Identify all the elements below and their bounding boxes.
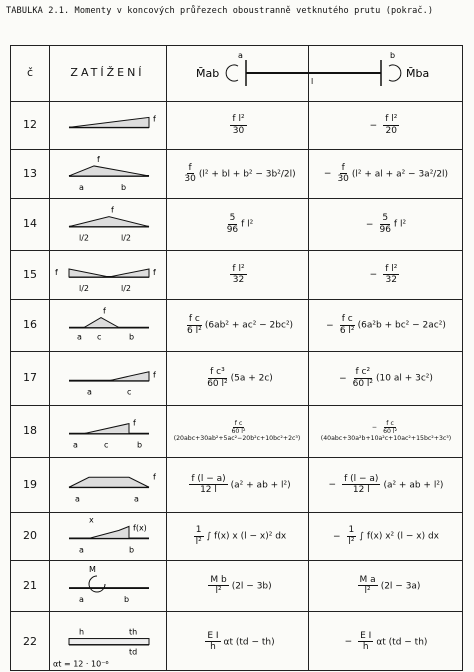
row-number: 16 xyxy=(23,318,37,331)
row-number: 20 xyxy=(23,529,37,542)
mba-denominator: 12 l xyxy=(352,485,370,495)
diagram-label: a xyxy=(73,440,78,450)
table-row xyxy=(11,405,462,457)
load-shape xyxy=(69,269,149,277)
mab-expression: (a² + ab + l²) xyxy=(230,480,291,490)
row-divider xyxy=(11,351,462,352)
mba-numerator: f c xyxy=(386,419,394,427)
mba-fraction xyxy=(358,575,378,597)
mab-denominator: 60 l² xyxy=(207,378,228,389)
mab-expression: (l² + bl + b² − 3b²/2l) xyxy=(198,169,296,179)
mab-cell xyxy=(168,512,306,560)
mba-expression: (a² + ab + l²) xyxy=(383,480,444,490)
column-number-header: č xyxy=(26,66,34,79)
mba-fraction xyxy=(383,420,397,435)
load-diagram xyxy=(49,560,166,611)
load-shape xyxy=(84,424,129,434)
table-row xyxy=(11,512,462,560)
row-number: 14 xyxy=(23,217,37,230)
mba-formula xyxy=(339,367,433,389)
mab-expression: (5a + 2c) xyxy=(230,373,273,384)
load-diagram xyxy=(49,101,166,149)
mab-fraction xyxy=(194,525,204,547)
row-number: 15 xyxy=(23,267,37,281)
load-shape xyxy=(69,166,149,176)
mba-sign: − xyxy=(326,320,334,331)
mab-formula xyxy=(178,163,295,185)
mba-denominator: 60 l² xyxy=(352,378,374,389)
load-shape xyxy=(84,318,119,328)
beam-length-label: l xyxy=(311,77,314,86)
load-shape xyxy=(69,217,149,227)
mab-fraction xyxy=(184,163,195,185)
mba-sign: − xyxy=(371,424,378,432)
mab-expression: (2l − 3b) xyxy=(231,581,272,591)
mab-denominator: l² xyxy=(195,536,202,547)
beam-header xyxy=(166,46,464,101)
mab-formula xyxy=(224,114,249,136)
mab-formula xyxy=(168,420,306,442)
load-shape xyxy=(89,526,129,538)
mab-denominator: 6 l² xyxy=(187,325,202,336)
mab-fraction xyxy=(189,474,227,496)
mba-cell xyxy=(310,457,462,512)
mab-fraction xyxy=(227,213,238,235)
mab-cell xyxy=(168,149,306,198)
mba-cell xyxy=(310,405,462,457)
beam-b-label: b xyxy=(390,51,396,60)
row-divider xyxy=(11,512,462,513)
mba-numerator: M a xyxy=(359,574,376,585)
mab-denominator: 60 l² xyxy=(231,427,246,435)
mab-cell xyxy=(168,351,306,405)
mba-numerator: f c xyxy=(341,314,353,325)
mba-denominator: h xyxy=(362,642,369,652)
diagram-label: f xyxy=(103,306,106,316)
mab-numerator: f xyxy=(188,162,192,173)
load-shape xyxy=(109,372,149,381)
mba-numerator: 1 xyxy=(348,525,355,536)
mba-numerator: E I xyxy=(360,630,372,641)
mab-cell xyxy=(168,198,306,250)
mab-fraction xyxy=(205,631,220,653)
diagram-label: l/2 xyxy=(79,233,90,243)
diagram-label: b xyxy=(129,332,135,342)
row-divider xyxy=(11,560,462,561)
mba-sign: − xyxy=(369,270,378,280)
mba-expression: (6a²b + bc² − 2ac²) xyxy=(357,320,446,331)
header-row xyxy=(11,46,462,101)
row-number: 19 xyxy=(23,477,37,491)
mba-formula xyxy=(333,525,439,547)
mba-sign: − xyxy=(369,120,378,131)
row-number: 22 xyxy=(23,634,37,648)
diagram-label: f(x) xyxy=(133,523,147,533)
mba-fraction xyxy=(358,631,373,653)
mba-cell xyxy=(310,299,462,351)
mab-cell xyxy=(168,457,306,512)
diagram-label: b xyxy=(137,440,143,450)
mba-numerator: f (l − a) xyxy=(344,473,379,484)
mba-formula xyxy=(324,163,448,185)
mab-expression: f l² xyxy=(241,219,254,230)
diagram-label: l/2 xyxy=(121,283,132,293)
diagram-label: f xyxy=(111,205,114,215)
diagram-label: b xyxy=(124,595,130,605)
mba-denominator: 60 l² xyxy=(383,427,398,435)
mab-denominator: l² xyxy=(215,586,222,596)
mab-fraction xyxy=(207,367,227,389)
diagram-label: f xyxy=(153,267,156,277)
row-number: 12 xyxy=(23,118,37,131)
diagram-label: f xyxy=(153,472,156,482)
row-number: 13 xyxy=(23,166,37,180)
mab-denominator: 30 xyxy=(232,125,245,136)
mab-cell xyxy=(168,405,306,457)
mba-expression: αt (td − th) xyxy=(376,637,428,647)
diagram-label: αt = 12 · 10⁻⁶ xyxy=(53,659,109,669)
mba-expression: (10 al + 3c²) xyxy=(376,373,433,384)
moment-arrow xyxy=(89,576,105,592)
load-diagram xyxy=(49,299,166,351)
row-divider xyxy=(11,299,462,300)
beam-a-label: a xyxy=(238,51,243,60)
table-row xyxy=(11,351,462,405)
mba-cell xyxy=(310,611,462,672)
mba-fraction xyxy=(353,367,373,389)
mab-cell xyxy=(168,560,306,611)
mab-denominator: 12 l xyxy=(200,485,217,495)
diagram-label: a xyxy=(79,182,84,192)
mba-fraction xyxy=(340,314,355,336)
table-caption: TABULKA 2.1. Momenty v koncových průřezech oboustranně vetknutého prutu (pokrač.) xyxy=(6,6,434,16)
load-diagram xyxy=(49,611,166,672)
mba-sign: − xyxy=(365,219,374,230)
diagram-label: b xyxy=(121,182,127,192)
mab-numerator: f l² xyxy=(232,114,245,125)
diagram-label: M xyxy=(89,565,96,575)
mba-cell xyxy=(310,250,462,299)
row-number: 17 xyxy=(23,371,37,384)
diagram-label: c xyxy=(97,332,102,342)
mba-expression: (2l − 3a) xyxy=(380,581,421,591)
mab-numerator: f (l − a) xyxy=(191,473,226,484)
diagram-label: f xyxy=(153,114,156,124)
load-shape xyxy=(69,117,149,127)
mab-formula xyxy=(188,525,286,547)
diagram-label: f xyxy=(55,267,58,277)
row-divider xyxy=(11,250,462,251)
mba-sign: − xyxy=(344,637,353,647)
mab-header: M̄ab xyxy=(196,67,220,80)
mba-cell xyxy=(310,149,462,198)
mab-fraction xyxy=(230,114,246,136)
mba-formula xyxy=(370,264,403,286)
mab-formula xyxy=(199,631,274,653)
mab-formula xyxy=(181,314,293,336)
mab-numerator: E I xyxy=(207,630,219,641)
load-diagram xyxy=(49,250,166,299)
mab-fraction xyxy=(187,314,202,336)
table-row xyxy=(11,457,462,512)
moment-table xyxy=(10,45,463,671)
row-number: 18 xyxy=(23,424,37,437)
mab-formula xyxy=(201,367,273,389)
diagram-label: l/2 xyxy=(79,283,90,293)
diagram-label: f xyxy=(153,370,156,380)
mab-formula xyxy=(202,575,271,597)
mab-formula xyxy=(221,213,254,235)
mba-denominator: 6 l² xyxy=(339,325,355,336)
mba-fraction xyxy=(383,264,399,286)
mba-sign: − xyxy=(323,169,332,179)
mab-expression: (6ab² + ac² − 2bc²) xyxy=(204,320,294,331)
row-divider xyxy=(11,457,462,458)
diagram-label: c xyxy=(104,440,109,450)
mba-fraction xyxy=(347,525,357,547)
mba-numerator: f l² xyxy=(385,263,398,274)
mab-numerator: 5 xyxy=(229,213,236,224)
row-divider xyxy=(11,149,462,150)
table-row xyxy=(11,149,462,198)
mba-formula xyxy=(366,213,406,235)
mab-denominator: h xyxy=(210,642,216,652)
mab-fraction xyxy=(208,575,228,597)
mba-denominator: 96 xyxy=(379,224,391,235)
table-row xyxy=(11,198,462,250)
load-shape xyxy=(69,477,149,487)
diagram-label: c xyxy=(127,387,132,397)
mba-expression: (l² + al + a² − 3a²/2l) xyxy=(351,169,449,179)
mba-numerator: f l² xyxy=(385,114,398,125)
load-diagram xyxy=(49,351,166,405)
diagram-label: a xyxy=(79,595,84,605)
mab-fraction xyxy=(231,420,245,435)
mba-fraction xyxy=(379,213,390,235)
mba-denominator: l² xyxy=(364,586,371,596)
mab-denominator: 32 xyxy=(232,275,245,285)
diagram-label: a xyxy=(79,545,84,555)
column-load-header: ZATÍŽENÍ xyxy=(70,66,145,80)
mab-numerator: f c³ xyxy=(210,367,225,378)
mba-sign: − xyxy=(332,531,341,542)
mba-denominator: l² xyxy=(348,536,355,547)
diagram-label: a xyxy=(134,494,139,504)
load-diagram xyxy=(49,149,166,198)
mba-fraction xyxy=(337,163,348,185)
diagram-label: f xyxy=(97,154,100,164)
mba-sign: − xyxy=(339,373,347,384)
diagram-label: l/2 xyxy=(121,233,132,243)
diagram-label: x xyxy=(89,515,94,525)
row-divider xyxy=(11,198,462,199)
mab-numerator: M b xyxy=(210,574,227,585)
mba-fraction xyxy=(342,474,380,496)
diagram-label: th xyxy=(129,627,138,637)
mba-expression: (40abc+30a²b+10a²c+10ac²+15bc²+3c³) xyxy=(320,435,452,443)
diagram-label: a xyxy=(77,332,82,342)
mba-cell xyxy=(310,198,462,250)
mba-cell xyxy=(310,101,462,149)
mab-numerator: f c xyxy=(188,314,200,325)
mba-formula xyxy=(310,420,462,442)
mab-formula xyxy=(224,264,249,286)
table-row xyxy=(11,299,462,351)
mab-numerator: f c xyxy=(234,419,243,427)
mba-formula xyxy=(370,114,403,136)
load-diagram xyxy=(49,405,166,457)
mba-numerator: f xyxy=(341,162,345,173)
mba-sign: − xyxy=(328,480,337,490)
table-row xyxy=(11,250,462,299)
row-divider xyxy=(11,611,462,612)
table-row xyxy=(11,560,462,611)
mba-formula xyxy=(329,474,444,496)
mab-cell xyxy=(168,250,306,299)
mab-cell xyxy=(168,299,306,351)
mab-expression: (20abc+30ab²+5ac²−20b²c+10bc²+2c³) xyxy=(173,435,301,443)
mab-expression: ∫ f(x) x (l − x)² dx xyxy=(206,531,287,542)
row-divider xyxy=(11,405,462,406)
row-number: 21 xyxy=(23,578,37,592)
fixed-beam-diagram xyxy=(166,46,464,101)
mba-denominator: 32 xyxy=(385,275,397,285)
mba-denominator: 20 xyxy=(385,125,397,136)
mab-cell xyxy=(168,101,306,149)
mab-expression: αt (td − th) xyxy=(223,637,275,647)
mba-numerator: 5 xyxy=(382,213,389,224)
mab-denominator: 96 xyxy=(226,224,239,235)
mba-fraction xyxy=(383,114,399,136)
diagram-label: h xyxy=(79,627,85,637)
mba-formula xyxy=(345,631,428,653)
diagram-label: a xyxy=(75,494,80,504)
beam-section xyxy=(69,639,149,645)
mab-formula xyxy=(183,474,290,496)
mab-cell xyxy=(168,611,306,672)
diagram-label: f xyxy=(133,418,136,428)
mba-cell xyxy=(310,351,462,405)
mba-numerator: f c² xyxy=(355,367,371,378)
load-diagram xyxy=(49,198,166,250)
diagram-label: td xyxy=(129,647,138,657)
mab-numerator: f l² xyxy=(232,263,245,274)
mba-expression: f l² xyxy=(393,219,407,230)
mab-fraction xyxy=(230,264,246,286)
mab-numerator: 1 xyxy=(195,525,202,536)
mba-cell xyxy=(310,560,462,611)
mba-denominator: 30 xyxy=(337,174,349,184)
table-row xyxy=(11,611,462,672)
mba-formula xyxy=(326,314,446,336)
diagram-label: a xyxy=(87,387,92,397)
diagram-label: b xyxy=(129,545,135,555)
mab-denominator: 30 xyxy=(184,174,196,184)
mba-header: M̄ba xyxy=(406,67,430,80)
load-diagram xyxy=(49,457,166,512)
load-diagram xyxy=(49,512,166,560)
mba-cell xyxy=(310,512,462,560)
mba-formula xyxy=(352,575,421,597)
mba-expression: ∫ f(x) x² (l − x) dx xyxy=(359,531,439,542)
table-row xyxy=(11,101,462,149)
